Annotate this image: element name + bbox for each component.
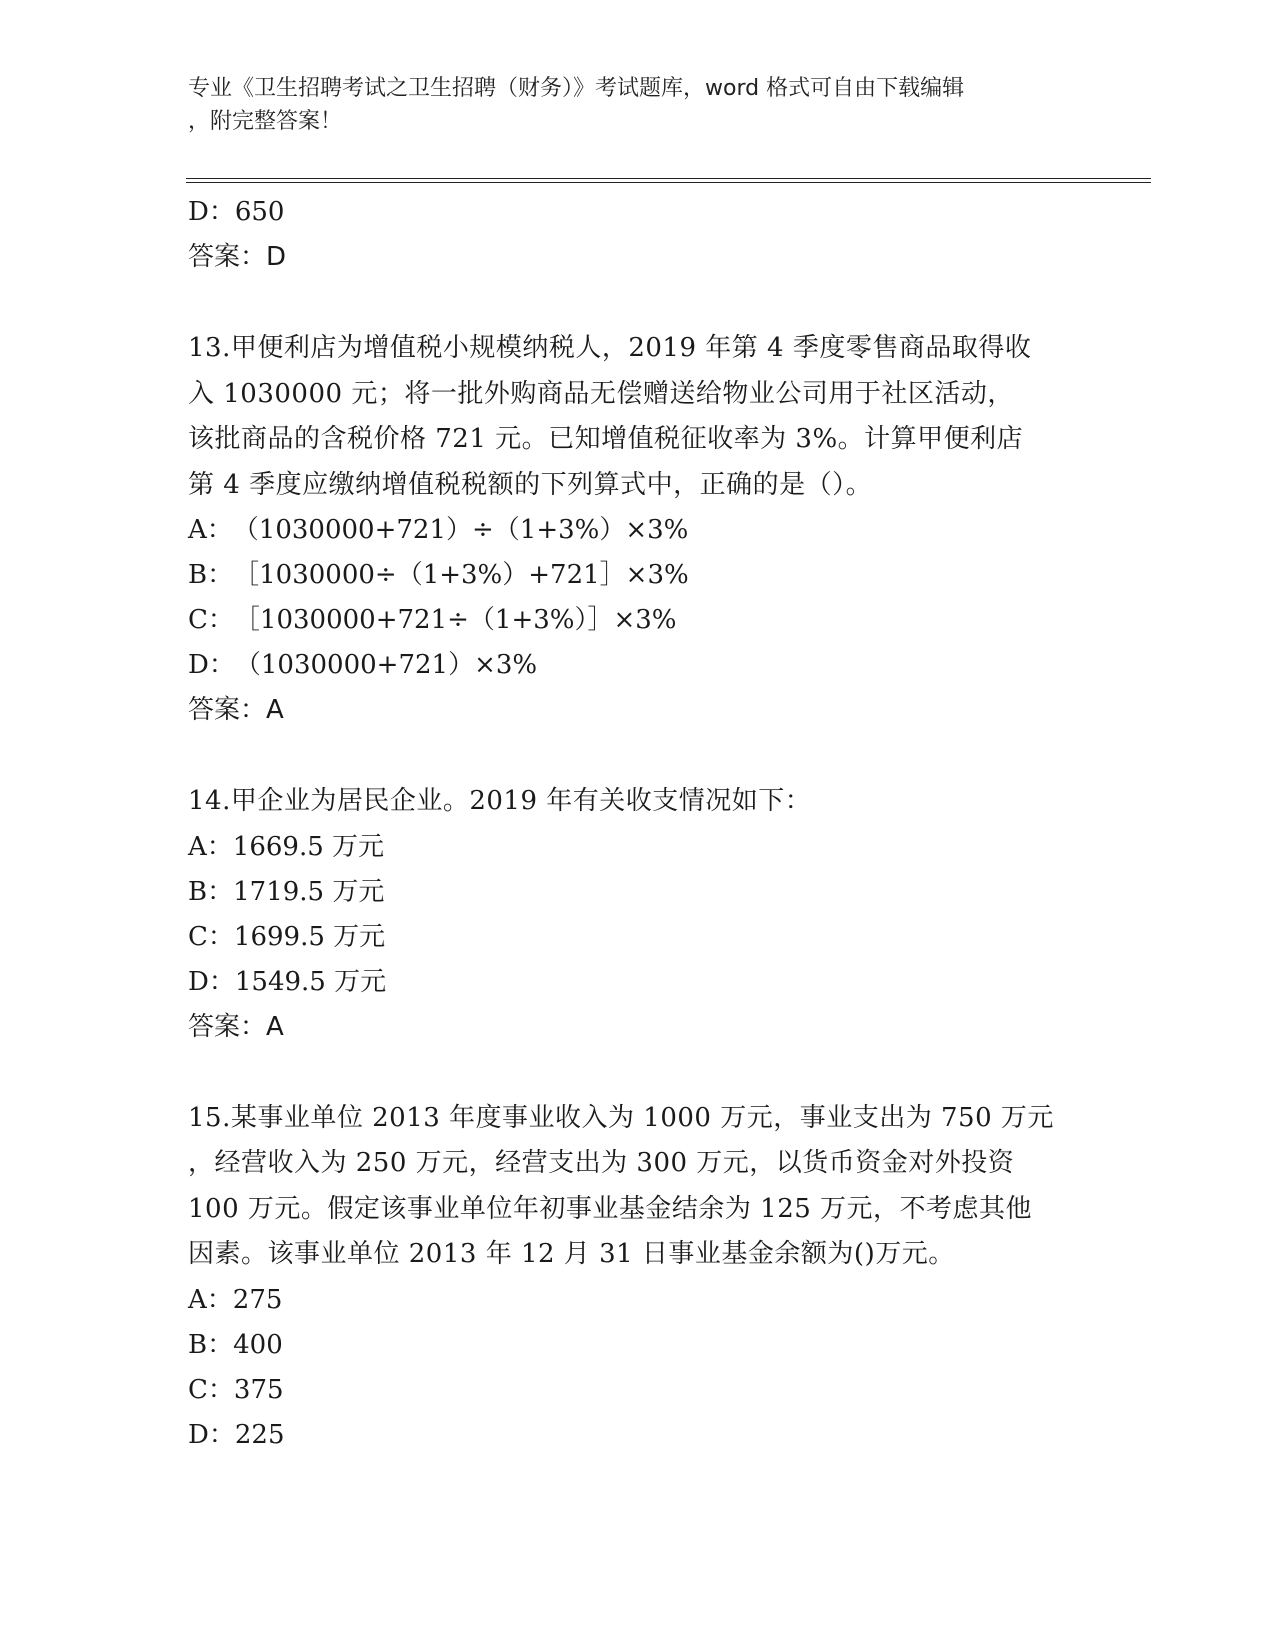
option-text: ［1030000÷（1+3%）+721］×3% xyxy=(233,560,689,590)
header-line-2: ，附完整答案！ xyxy=(188,109,343,134)
question-14-option-a xyxy=(188,825,1108,870)
option-label: D： xyxy=(188,1419,235,1450)
question-line: 15.某事业单位 2013 年度事业收入为 1000 万元，事业支出为 750 万元 xyxy=(188,1102,1054,1133)
question-13-option-c xyxy=(188,598,1108,643)
question-13-option-a xyxy=(188,508,1108,553)
question-15 xyxy=(188,1096,1108,1458)
question-line: 该批商品的含税价格 721 元。已知增值税征收率为 3%。计算甲便利店 xyxy=(188,424,1024,454)
option-text: 1719.5 万元 xyxy=(233,876,385,907)
question-line: 100 万元。假定该事业单位年初事业基金结余为 125 万元，不考虑其他 xyxy=(188,1193,1033,1224)
question-line: 14.甲企业为居民企业。2019 年有关收支情况如下： xyxy=(188,786,812,816)
option-label: A： xyxy=(188,1284,233,1315)
question-14 xyxy=(188,779,1108,1050)
spacer xyxy=(188,1050,1108,1096)
header-line-1: 专业《卫生招聘考试之卫生招聘（财务）》考试题库，word 格式可自由下载编辑 xyxy=(188,76,965,101)
question-line: 13.甲便利店为增值税小规模纳税人，2019 年第 4 季度零售商品取得收 xyxy=(188,333,1032,363)
spacer xyxy=(188,733,1108,779)
option-label: C： xyxy=(188,1374,234,1405)
option-text: 400 xyxy=(233,1329,283,1360)
page-header xyxy=(188,72,1088,138)
question-13-answer: 答案：A xyxy=(188,695,284,725)
question-14-option-d xyxy=(188,960,1108,1005)
option-text: （1030000+721）÷（1+3%）×3% xyxy=(232,515,689,545)
question-15-option-a xyxy=(188,1278,1108,1323)
header-divider-top xyxy=(186,178,1151,179)
question-line: 第 4 季度应缴纳增值税税额的下列算式中，正确的是（）。 xyxy=(188,469,873,500)
question-15-option-c xyxy=(188,1368,1108,1413)
question-line: 入 1030000 元；将一批外购商品无偿赠送给物业公司用于社区活动， xyxy=(188,378,1014,409)
option-label: A： xyxy=(188,515,233,545)
question-content xyxy=(188,190,1108,1458)
question-13-text xyxy=(188,326,1108,508)
option-text: 1669.5 万元 xyxy=(232,831,385,862)
option-label: B： xyxy=(188,560,234,590)
option-text: 275 xyxy=(232,1284,283,1315)
option-text: 375 xyxy=(233,1374,284,1405)
option-text: 1549.5 万元 xyxy=(234,966,387,997)
option-label: D： xyxy=(188,650,235,680)
option-text: （1030000+721）×3% xyxy=(234,650,538,680)
option-text: 1699.5 万元 xyxy=(233,921,386,952)
option-label: B： xyxy=(188,876,234,907)
header-divider-bottom xyxy=(186,182,1151,183)
option-label: C： xyxy=(188,921,234,952)
question-14-text xyxy=(188,779,1108,825)
prev-option-d: D：650 xyxy=(188,197,285,227)
option-label: D： xyxy=(188,966,235,997)
question-14-option-b xyxy=(188,870,1108,915)
option-label: C： xyxy=(188,605,234,635)
question-15-option-b xyxy=(188,1323,1108,1368)
question-line: ，经营收入为 250 万元，经营支出为 300 万元，以货币资金对外投资 xyxy=(188,1148,1015,1178)
option-label: A： xyxy=(188,831,233,862)
question-13 xyxy=(188,326,1108,733)
option-text: ［1030000+721÷（1+3%）］×3% xyxy=(233,605,677,635)
question-line: 因素。该事业单位 2013 年 12 月 31 日事业基金余额为()万元。 xyxy=(188,1239,955,1269)
question-15-text xyxy=(188,1096,1108,1278)
question-14-answer: 答案：A xyxy=(188,1011,284,1042)
question-15-option-d xyxy=(188,1413,1108,1458)
spacer xyxy=(188,280,1108,326)
option-label: B： xyxy=(188,1329,234,1360)
prev-answer: 答案：D xyxy=(188,242,287,272)
option-text: 225 xyxy=(234,1419,285,1450)
question-13-option-b xyxy=(188,553,1108,598)
question-14-option-c xyxy=(188,915,1108,960)
question-13-option-d xyxy=(188,643,1108,688)
